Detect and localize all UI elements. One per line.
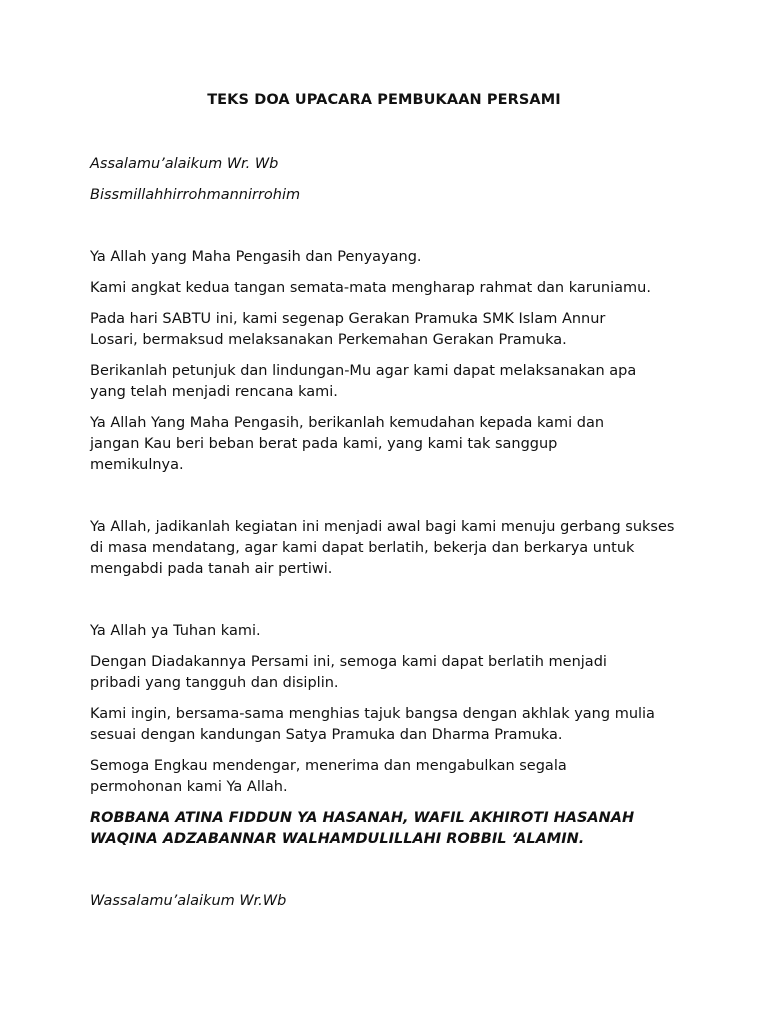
paragraph: Kami angkat kedua tangan semata-mata mengharap rahmat dan karuniamu. bbox=[90, 280, 651, 296]
paragraph: Kami ingin, bersama-sama menghias tajuk bangsa dengan akhlak yang mulia sesuai dengan kandungan Satya Pramuka dan Dharma Pramuka. bbox=[90, 706, 655, 743]
paragraph: Pada hari SABTU ini, kami segenap Gerakan Pramuka SMK Islam Annur Losari, bermaksud melaksanakan Perkemahan Gerakan Pramuka. bbox=[90, 311, 606, 348]
paragraph: Dengan Diadakannya Persami ini, semoga kami dapat berlatih menjadi pribadi yang tangguh dan disiplin. bbox=[90, 654, 607, 691]
paragraph: Berikanlah petunjuk dan lindungan-Mu agar kami dapat melaksanakan apa yang telah menjadi rencana kami. bbox=[90, 363, 637, 400]
paragraph: Semoga Engkau mendengar, menerima dan mengabulkan segala permohonan kami Ya Allah. bbox=[90, 758, 567, 795]
paragraph: Ya Allah Yang Maha Pengasih, berikanlah kemudahan kepada kami dan jangan Kau beri beban berat pada kami, yang kami tak sanggup memikulnya. bbox=[90, 415, 605, 473]
paragraph: Ya Allah, jadikanlah kegiatan ini menjadi awal bagi kami menuju gerbang sukses di masa mendatang, agar kami dapat berlatih, bekerja dan berkarya untuk mengabdi pada tanah air pertiwi. bbox=[90, 519, 675, 577]
paragraph: Ya Allah ya Tuhan kami. bbox=[90, 623, 261, 639]
paragraph: Ya Allah yang Maha Pengasih dan Penyayang. bbox=[90, 249, 422, 265]
closing-prayer: ROBBANA ATINA FIDDUN YA HASANAH, WAFIL AKHIROTI HASANAH WAQINA ADZABANNAR WALHAMDULILLAHI ROBBIL ‘ALAMIN. bbox=[90, 810, 635, 847]
document-title: TEKS DOA UPACARA PEMBUKAAN PERSAMI bbox=[207, 92, 561, 108]
basmalah: Bissmillahhirrohmannirrohim bbox=[90, 187, 301, 203]
closing-greeting: Wassalamu’alaikum Wr.Wb bbox=[90, 893, 287, 909]
opening-greeting: Assalamu’alaikum Wr. Wb bbox=[90, 156, 279, 172]
